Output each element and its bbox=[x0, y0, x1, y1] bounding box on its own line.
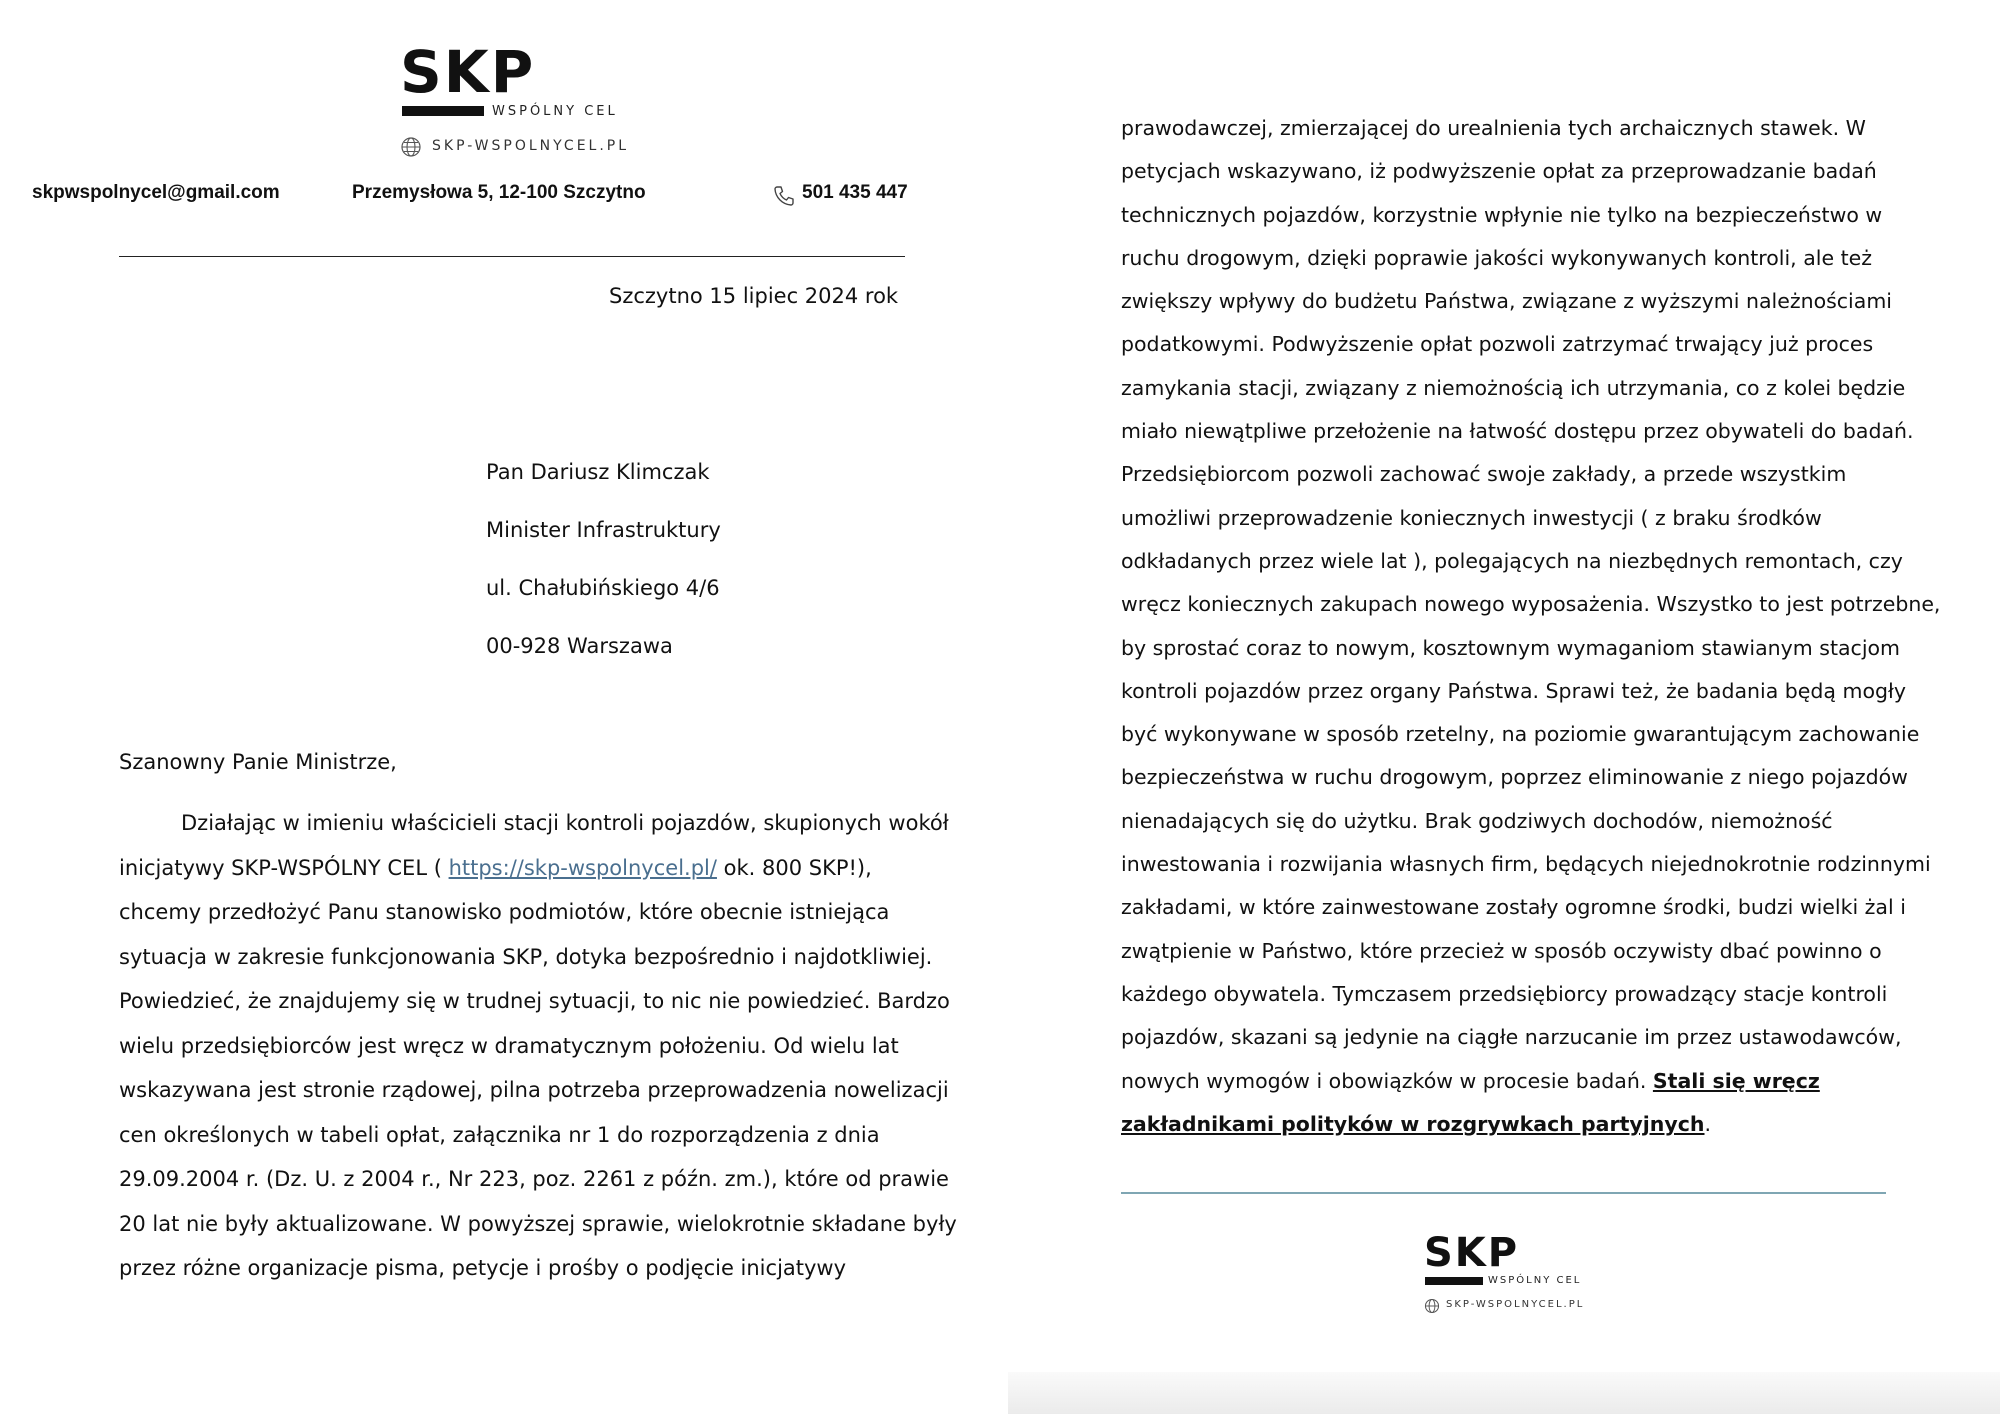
body-line: nienadających się do użytku. Brak godziwych dochodów, niemożność bbox=[1121, 808, 1833, 833]
contact-address: Przemysłowa 5, 12-100 Szczytno bbox=[352, 182, 646, 203]
body-line: zwątpienie w Państwo, które przecież w sposób oczywisty dbać powinno o bbox=[1121, 938, 1882, 963]
logo-subtitle: WSPÓLNY CEL bbox=[492, 104, 618, 119]
footer-divider bbox=[1121, 1192, 1886, 1194]
body-line: wręcz koniecznych zakupach nowego wyposażenia. Wszystko to jest potrzebne, bbox=[1121, 592, 1941, 617]
body-line: być wykonywane w sposób rzetelny, na poziomie gwarantującym zachowanie bbox=[1121, 722, 1920, 747]
emphasis-text: Stali się wręcz bbox=[1652, 1068, 1820, 1093]
logo-skp-text: SKP bbox=[400, 38, 536, 106]
recipient-city: 00-928 Warszawa bbox=[486, 634, 673, 658]
body-line: by sprostać coraz to nowym, kosztownym wymaganiom stawianym stacjom bbox=[1121, 635, 1901, 660]
body-line: przez różne organizacje pisma, petycje i prośby o podjęcie inicjatywy bbox=[119, 1256, 847, 1280]
letter-body-part-2 bbox=[1121, 112, 1941, 1151]
letter-page-2 bbox=[1000, 0, 2000, 1414]
body-line: Działając w imieniu właścicieli stacji kontroli pojazdów, skupionych wokół bbox=[181, 811, 949, 835]
body-text: ok. 800 SKP!), bbox=[716, 855, 872, 880]
body-line bbox=[1121, 1065, 1941, 1108]
salutation: Szanowny Panie Ministrze, bbox=[119, 750, 397, 774]
contact-email: skpwspolnycel@gmail.com bbox=[32, 182, 280, 203]
letter-date: Szczytno 15 lipiec 2024 rok bbox=[609, 284, 899, 308]
body-line: inwestowania i rozwijania własnych firm, będących niejednokrotnie rodzinnymi bbox=[1121, 852, 1931, 877]
body-line: sytuacja w zakresie funkcjonowania SKP, dotyka bezpośrednio i najdotkliwiej. bbox=[119, 944, 933, 969]
body-line: zakładami, w które zainwestowane zostały ogromne środki, budzi wielki żal i bbox=[1121, 895, 1906, 920]
body-line: umożliwi przeprowadzenie koniecznych inwestycji ( z braku środków bbox=[1121, 505, 1822, 530]
body-line: miało niewątpliwe przełożenie na łatwość dostępu przez obywateli do badań. bbox=[1121, 419, 1914, 444]
logo-website: SKP-WSPOLNYCEL.PL bbox=[1446, 1299, 1585, 1310]
phone-icon bbox=[772, 184, 796, 208]
body-line bbox=[119, 852, 919, 897]
emphasis-text: zakładnikami polityków w rozgrywkach partyjnych bbox=[1121, 1111, 1705, 1136]
website-link[interactable]: https://skp-wspolnycel.pl/ bbox=[448, 855, 717, 880]
body-line: 29.09.2004 r. (Dz. U. z 2004 r., Nr 223, poz. 2261 z późn. zm.), które od prawie bbox=[119, 1167, 949, 1191]
body-line: technicznych pojazdów, korzystnie wpłynie nie tylko na bezpieczeństwo w bbox=[1121, 202, 1883, 227]
header-logo bbox=[400, 38, 660, 162]
body-line: chcemy przedłożyć Panu stanowisko podmiotów, które obecnie istniejąca bbox=[119, 900, 890, 924]
body-line: kontroli pojazdów przez organy Państwa. Sprawi też, że badania będą mogły bbox=[1121, 678, 1906, 703]
recipient-street: ul. Chałubińskiego 4/6 bbox=[486, 576, 720, 600]
footer-logo bbox=[1424, 1232, 1624, 1322]
body-line: wskazywana jest stronie rządowej, pilna potrzeba przeprowadzenia nowelizacji bbox=[119, 1078, 949, 1102]
globe-icon bbox=[1424, 1298, 1440, 1314]
body-line: każdego obywatela. Tymczasem przedsiębiorcy prowadzący stacje kontroli bbox=[1121, 981, 1888, 1006]
body-line: wielu przedsiębiorców jest wręcz w dramatycznym położeniu. Od wielu lat bbox=[119, 1033, 899, 1058]
logo-skp-text: SKP bbox=[1424, 1230, 1520, 1276]
body-line: Przedsiębiorcom pozwoli zachować swoje zakłady, a przede wszystkim bbox=[1121, 462, 1847, 487]
body-line: odkładanych przez wiele lat ), polegających na niezbędnych remontach, czy bbox=[1121, 548, 1903, 573]
body-line: zwiększy wpływy do budżetu Państwa, związane z wyższymi należnościami bbox=[1121, 289, 1892, 314]
body-line: prawodawczej, zmierzającej do urealnienia tych archaicznych stawek. W bbox=[1121, 116, 1866, 140]
logo-website: SKP-WSPOLNYCEL.PL bbox=[432, 138, 630, 154]
recipient-name: Pan Dariusz Klimczak bbox=[486, 460, 710, 484]
logo-bar bbox=[402, 106, 484, 116]
body-line: pojazdów, skazani są jedynie na ciągłe narzucanie im przez ustawodawców, bbox=[1121, 1025, 1902, 1050]
body-line bbox=[1121, 1108, 1941, 1151]
body-line: podatkowymi. Podwyższenie opłat pozwoli zatrzymać trwający już proces bbox=[1121, 332, 1874, 357]
header-divider bbox=[119, 256, 905, 257]
logo-subtitle: WSPÓLNY CEL bbox=[1488, 1275, 1582, 1286]
body-line: petycjach wskazywano, iż podwyższenie opłat za przeprowadzanie badań bbox=[1121, 159, 1877, 184]
body-line: Powiedzieć, że znajdujemy się w trudnej sytuacji, to nic nie powiedzieć. Bardzo bbox=[119, 989, 950, 1013]
recipient-title: Minister Infrastruktury bbox=[486, 518, 721, 542]
body-text: inicjatywy SKP-WSPÓLNY CEL ( bbox=[119, 855, 449, 880]
logo-bar bbox=[1425, 1277, 1483, 1285]
body-line: ruchu drogowym, dzięki poprawie jakości wykonywanych kontroli, ale też bbox=[1121, 245, 1872, 270]
body-line: 20 lat nie były aktualizowane. W powyższej sprawie, wielokrotnie składane były bbox=[119, 1211, 957, 1236]
page-edge-shadow bbox=[1008, 1372, 2000, 1414]
letter-body-part-1 bbox=[119, 807, 957, 1297]
body-line: zamykania stacji, związany z niemożnością ich utrzymania, co z kolei będzie bbox=[1121, 375, 1906, 400]
body-line: bezpieczeństwa w ruchu drogowym, poprzez eliminowanie z niego pojazdów bbox=[1121, 765, 1908, 790]
body-line: cen określonych w tabeli opłat, załącznika nr 1 do rozporządzenia z dnia bbox=[119, 1122, 880, 1147]
body-text: nowych wymogów i obowiązków w procesie badań. bbox=[1121, 1068, 1653, 1093]
globe-icon bbox=[400, 136, 422, 158]
contact-phone: 501 435 447 bbox=[802, 182, 908, 203]
body-text: . bbox=[1704, 1111, 1712, 1136]
